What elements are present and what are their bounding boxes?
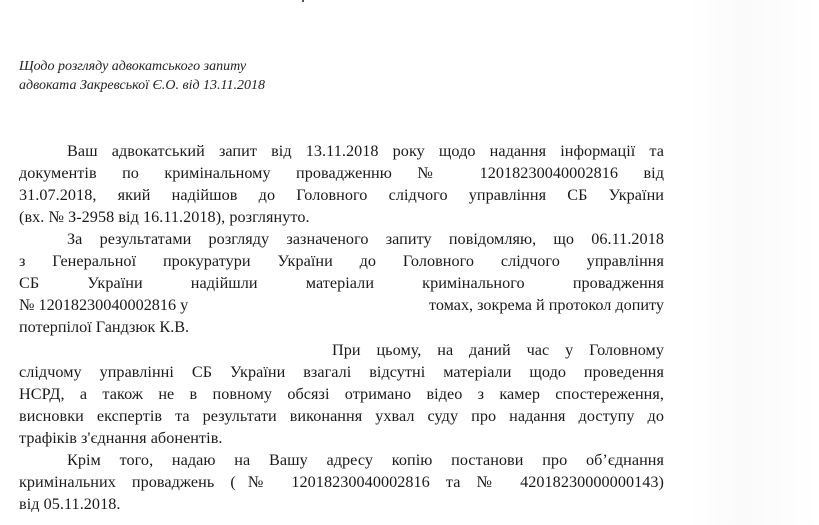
paragraph-4-line-2: кримінальних проваджень (№ 12018230040002816 та № 42018230000000143) xyxy=(19,473,664,491)
subject-line-2: адвоката Закревської Є.О. від 13.11.2018 xyxy=(19,78,266,93)
paragraph-1-line-1: Ваш адвокатський запит від 13.11.2018 року щодо надання інформації та xyxy=(67,142,664,160)
paragraph-2-line-4 xyxy=(19,294,664,316)
subject-line-1: Щодо розгляду адвокатського запиту xyxy=(19,59,247,74)
scan-shading xyxy=(689,0,819,525)
paragraph-3-line-1: При цьому, на даний час у Головному xyxy=(332,341,664,359)
paragraph-2-line-5: потерпілої Гандзюк К.В. xyxy=(19,318,190,336)
case-number-fragment: № 12018230040002816 у xyxy=(19,296,189,314)
volumes-fragment: томах, зокрема й протокол допиту xyxy=(428,296,664,314)
paragraph-1-line-4: (вх. № З-2958 від 16.11.2018), розглянуто. xyxy=(19,208,310,226)
paragraph-2-line-3: СБ України надійшли матеріали кримінального провадження xyxy=(19,274,664,292)
paragraph-3-line-4: висновки експертів та результати виконання ухвал суду про надання доступу до xyxy=(19,407,664,425)
paragraph-1-line-3: 31.07.2018, який надійшов до Головного слідчого управління СБ України xyxy=(19,186,664,204)
paragraph-2-line-2: з Генеральної прокуратури України до Головного слідчого управління xyxy=(19,252,664,270)
paragraph-3-line-3: НСРД, а також не в повному обсязі отримано відео з камер спостереження, xyxy=(19,385,664,403)
paragraph-4-line-1: Крім того, надаю на Вашу адресу копію постанови про об’єднання xyxy=(67,451,664,469)
paragraph-2-line-1: За результатами розгляду зазначеного запиту повідомляю, що 06.11.2018 xyxy=(67,230,664,248)
paragraph-1-line-2: документів по кримінальному провадженню № 12018230040002816 від xyxy=(19,164,664,182)
scan-speck xyxy=(302,0,304,2)
paragraph-3-line-5: трафіків з'єднання абонентів. xyxy=(19,429,223,447)
letter-subject xyxy=(19,57,439,95)
paragraph-4-line-3: від 05.11.2018. xyxy=(19,495,121,513)
paragraph-3-line-2: слідчому управлінні СБ України взагалі відсутні матеріали щодо проведення xyxy=(19,363,664,381)
